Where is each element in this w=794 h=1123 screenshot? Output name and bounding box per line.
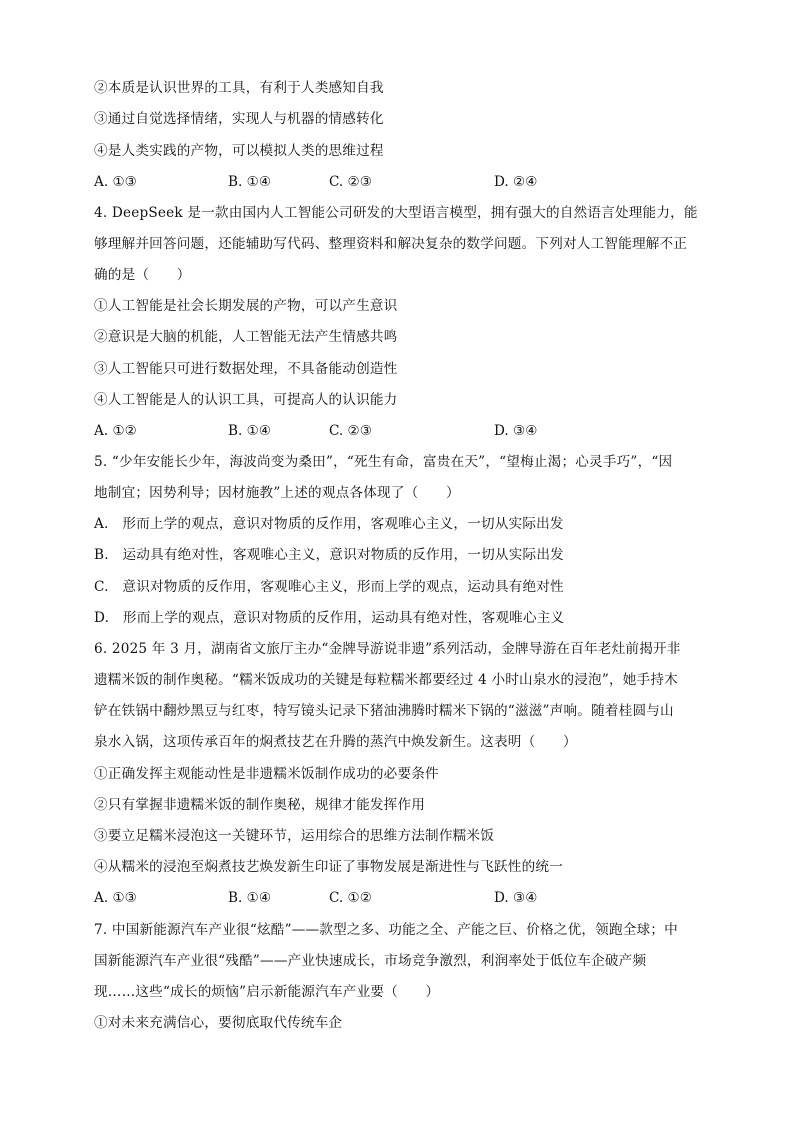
q4-stem-line-1: 4. DeepSeek 是一款由国内人工智能公司研发的大型语言模型，拥有强大的自然语言处理能力，能: [94, 205, 698, 221]
q6-statement-1: ①正确发挥主观能动性是非遗糯米饭制作成功的必要条件: [94, 766, 439, 782]
q4-option-d: D. ③④: [494, 423, 538, 439]
q5-option-d: D. 形而上学的观点，意识对物质的反作用，运动具有绝对性，客观唯心主义: [94, 610, 565, 626]
q3-statement-3: ③通过自觉选择情绪，实现人与机器的情感转化: [94, 111, 384, 127]
q6-option-d: D. ③④: [494, 890, 538, 906]
q5-option-c: C. 意识对物质的反作用，客观唯心主义，形而上学的观点，运动具有绝对性: [94, 579, 564, 595]
q4-option-c: C. ②③: [329, 423, 372, 439]
q4-option-a: A. ①②: [94, 423, 137, 439]
q3-option-c: C. ②③: [329, 174, 372, 190]
q6-stem-line-2: 遗糯米饭的制作奥秘。“糯米饭成功的关键是每粒糯米都要经过 4 小时山泉水的浸泡”，她手持木: [94, 672, 678, 688]
q6-stem-line-1: 6. 2025 年 3 月，湖南省文旅厅主办“金牌导游说非遗”系列活动，金牌导游在百年老灶前揭开非: [94, 641, 681, 657]
q5-stem-line-1: 5. “少年安能长少年，海波尚变为桑田”，“死生有命，富贵在天”，“望梅止渴；心灵手巧”，“因: [94, 454, 673, 470]
q4-option-b: B. ①④: [228, 423, 272, 439]
q7-statement-1: ①对未来充满信心，要彻底取代传统车企: [94, 1015, 343, 1031]
q4-stem-line-3: 确的是（ ）: [94, 267, 191, 283]
q3-option-d: D. ②④: [494, 174, 538, 190]
q5-option-b: B. 运动具有绝对性，客观唯心主义，意识对物质的反作用，一切从实际出发: [94, 547, 564, 563]
q6-statement-4: ④从糯米的浸泡至焖煮技艺焕发新生印证了事物发展是渐进性与飞跃性的统一: [94, 859, 563, 875]
q6-option-a: A. ①③: [94, 890, 137, 906]
q3-option-b: B. ①④: [228, 174, 272, 190]
q4-statement-1: ①人工智能是社会长期发展的产物，可以产生意识: [94, 298, 398, 314]
q5-option-a: A. 形而上学的观点，意识对物质的反作用，客观唯心主义，一切从实际出发: [94, 516, 564, 532]
q4-statement-4: ④人工智能是人的认识工具，可提高人的认识能力: [94, 392, 398, 408]
q6-statement-3: ③要立足糯米浸泡这一关键环节，运用综合的思维方法制作糯米饭: [94, 828, 495, 844]
q7-stem-line-3: 现……这些“成长的烦恼”启示新能源汽车产业要（ ）: [94, 984, 440, 1000]
q6-stem-line-3: 铲在铁锅中翻炒黑豆与红枣，特写镜头记录下猪油沸腾时糯米下锅的“滋滋”声响。随着桂圆与山: [94, 703, 674, 719]
q4-statement-2: ②意识是大脑的机能，人工智能无法产生情感共鸣: [94, 329, 398, 345]
q4-stem-line-2: 够理解并回答问题，还能辅助写代码、整理资料和解决复杂的数学问题。下列对人工智能理解不正: [94, 236, 688, 252]
q3-statement-4: ④是人类实践的产物，可以模拟人类的思维过程: [94, 143, 384, 159]
q6-option-b: B. ①④: [228, 890, 272, 906]
q3-option-a: A. ①③: [94, 174, 137, 190]
q6-statement-2: ②只有掌握非遗糯米饭的制作奥秘，规律才能发挥作用: [94, 797, 426, 813]
q6-option-c: C. ①②: [329, 890, 372, 906]
q6-stem-line-4: 泉水入锅，这项传承百年的焖煮技艺在升腾的蒸汽中焕发新生。这表明（ ）: [94, 734, 577, 750]
q7-stem-line-1: 7. 中国新能源汽车产业很“炫酷”——款型之多、功能之全、产能之巨、价格之优，领跑全球；中: [94, 922, 678, 938]
q5-stem-line-2: 地制宜；因势利导；因材施教”上述的观点各体现了（ ）: [94, 485, 460, 501]
q7-stem-line-2: 国新能源汽车产业很“残酷”——产业快速成长，市场竞争激烈，利润率处于低位车企破产频: [94, 953, 647, 969]
q3-statement-2: ②本质是认识世界的工具，有利于人类感知自我: [94, 80, 384, 96]
q4-statement-3: ③人工智能只可进行数据处理，不具备能动创造性: [94, 361, 398, 377]
